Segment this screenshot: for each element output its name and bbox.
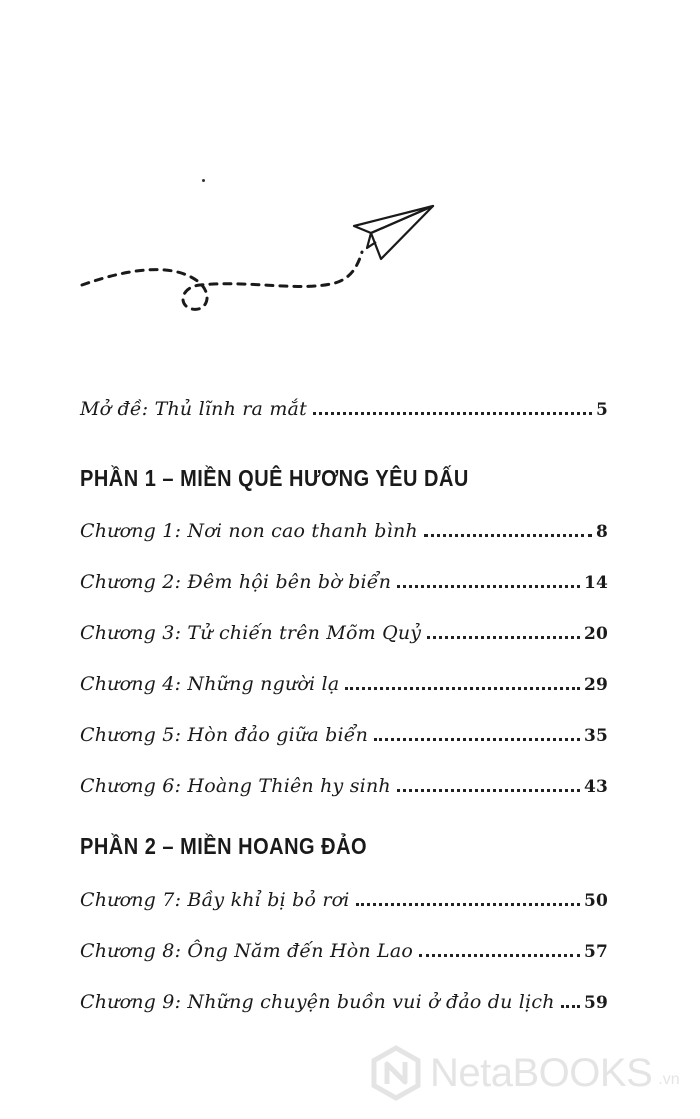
dot-leader	[424, 533, 592, 537]
toc-entry-label: Chương 5: Hòn đảo giữa biển	[80, 724, 369, 746]
dot-leader	[345, 686, 580, 690]
toc-entry-label: Mở đề: Thủ lĩnh ra mắt	[80, 398, 307, 420]
dot-leader	[397, 788, 580, 792]
toc-entry-page: 8	[595, 522, 608, 542]
paper-plane-illustration	[0, 0, 700, 340]
toc-entry-chapter[interactable]	[80, 889, 608, 911]
toc-entry-page: 59	[583, 993, 608, 1013]
toc-entry-chapter[interactable]	[80, 520, 608, 542]
toc-entry-page: 35	[583, 726, 608, 746]
toc-entry-label: Chương 2: Đêm hội bên bờ biển	[80, 571, 392, 593]
toc-entry-page: 5	[595, 400, 608, 420]
toc-entry-label: Chương 8: Ông Năm đến Hòn Lao	[80, 940, 414, 962]
dot-leader	[419, 953, 580, 957]
toc-entry-page: 14	[583, 573, 608, 593]
watermark-brand: NetaBOOKS	[430, 1050, 653, 1095]
toc-entry-chapter[interactable]	[80, 991, 608, 1013]
toc-entry-label: Chương 3: Tử chiến trên Mõm Quỷ	[80, 622, 422, 644]
toc-entry-page: 29	[583, 675, 608, 695]
toc-entry-chapter[interactable]	[80, 622, 608, 644]
flight-path	[82, 252, 362, 309]
toc-entry-chapter[interactable]	[80, 673, 608, 695]
toc-entry-label: Chương 9: Những chuyện buồn vui ở đảo du lịch	[80, 991, 555, 1013]
netabooks-logo-icon	[368, 1045, 424, 1101]
toc-entry-label: Chương 7: Bầy khỉ bị bỏ rơi	[80, 889, 350, 911]
dot-leader	[427, 635, 580, 639]
paper-plane-icon	[354, 206, 433, 259]
dot-leader	[561, 1004, 580, 1008]
toc-entry-page: 43	[583, 777, 608, 797]
toc-entry-label: Chương 1: Nơi non cao thanh bình	[80, 520, 418, 542]
toc-entry-page: 50	[583, 891, 608, 911]
netabooks-watermark	[368, 1043, 680, 1103]
toc-entry-page: 20	[583, 624, 608, 644]
toc-entry-label: Chương 6: Hoàng Thiên hy sinh	[80, 775, 391, 797]
toc-entry-chapter[interactable]	[80, 571, 608, 593]
watermark-tld: .vn	[658, 1071, 680, 1088]
dot-leader	[356, 902, 580, 906]
toc-entry-chapter[interactable]	[80, 724, 608, 746]
dot-leader	[374, 737, 580, 741]
toc-entry-label: Chương 4: Những người lạ	[80, 673, 340, 695]
dot-leader	[397, 584, 580, 588]
toc-entry-intro[interactable]	[80, 398, 608, 420]
part-heading-2: PHẦN 2 – MIỀN HOANG ĐẢO	[80, 834, 368, 860]
dot-leader	[313, 411, 592, 415]
toc-entry-chapter[interactable]	[80, 775, 608, 797]
part-heading-1: PHẦN 1 – MIỀN QUÊ HƯƠNG YÊU DẤU	[80, 466, 469, 492]
toc-entry-chapter[interactable]	[80, 940, 608, 962]
toc-entry-page: 57	[583, 942, 608, 962]
